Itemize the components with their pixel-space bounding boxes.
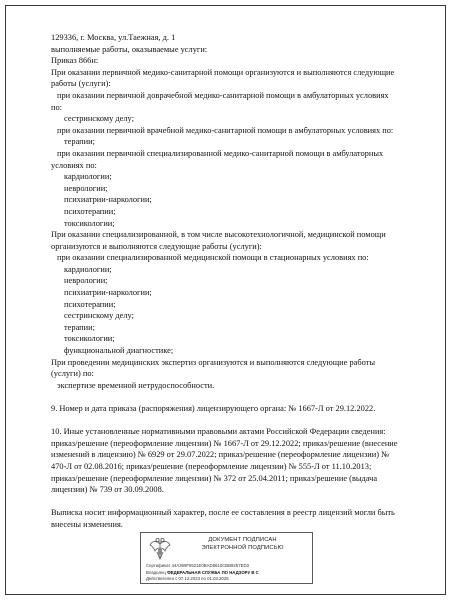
document-line: (услуги) по: (51, 369, 94, 379)
document-line: Выписка носит информационный характер, после ее составления в реестр лицензий могли быть (51, 508, 395, 518)
owner-value: ФЕДЕРАЛЬНАЯ СЛУЖБА ПО НАДЗОРУ В С (167, 569, 259, 575)
document-line: психотерапии; (64, 299, 116, 309)
document-line: психиатрии-наркологии; (64, 288, 152, 298)
document-line: неврологии; (64, 276, 108, 286)
document-line: При оказании первичной медико-санитарной помощи организуются и выполняются следующие (51, 67, 395, 77)
document-line: психиатрии-наркологии; (64, 195, 152, 205)
certificate-label: Сертификат (146, 563, 171, 568)
document-line: токсикологии; (64, 334, 115, 344)
document-line: 10. Иные установленные нормативными правовыми актами Российской Федерации сведения: (51, 427, 386, 437)
document-line: при оказании специализированной медицинской помощи в стационарных условиях по: (57, 253, 369, 263)
stamp-title (175, 537, 310, 552)
document-line: кардиологии; (64, 172, 112, 182)
blank-line (51, 415, 427, 427)
electronic-signature-stamp (140, 532, 313, 584)
document-line: лицензии) № 739 от 30.09.2008. (51, 485, 164, 495)
certificate-value: 44A369F5521E0BAD8610CBB8257ED3 (171, 563, 249, 568)
document-line: При проведении медицинских экспертиз организуются и выполняются следующие работы (51, 357, 375, 367)
document-line: сестринскому делу; (64, 311, 134, 321)
document-line: приказ/решение (переоформление лицензии) № 1667-Л от 29.12.2022; приказ/решение (внесение (51, 438, 398, 448)
document-line: психотерапии; (64, 206, 116, 216)
stamp-owner-row (146, 570, 313, 577)
owner-label: Владелец (146, 569, 166, 575)
document-line: 129336, г. Москва, ул.Таежная, д. 1 (51, 33, 176, 42)
document-line: терапии; (64, 137, 95, 147)
document-line: Приказ 866н: (51, 56, 99, 66)
validity-value: с 07.12.2023 по 01.03.2025 (175, 576, 229, 582)
stamp-title-line-1: ДОКУМЕНТ ПОДПИСАН (208, 537, 277, 543)
document-line: приказ/решение (переоформление лицензии) № 372 от 25.04.2011; приказ/решение (выдача (51, 473, 378, 483)
document-line: изменений в лицензию) № 6929 от 29.07.2022; приказ/решение (переоформление лицензии) № (51, 450, 390, 460)
stamp-title-line-2: ЭЛЕКТРОННОЙ ПОДПИСЬЮ (201, 544, 284, 551)
coat-of-arms-icon (148, 536, 172, 562)
document-line: функциональной диагностике; (64, 346, 174, 356)
document-line: организуются и выполняются следующие работы (услуги): (51, 241, 262, 251)
stamp-validity-row (146, 576, 313, 583)
document-line: по: (51, 102, 62, 112)
document-line: внесены изменения. (51, 519, 123, 529)
document-line: неврологии; (64, 183, 108, 193)
stamp-certificate-row (146, 563, 313, 570)
document-line: выполняемые работы, оказываемые услуги: (51, 44, 208, 54)
document-line: сестринскому делу; (64, 114, 134, 124)
blank-line (51, 496, 427, 508)
document-line: токсикологии; (64, 218, 115, 228)
document-line: при оказании первичной врачебной медико-санитарной помощи в амбулаторных условиях по: (57, 125, 394, 135)
document-line: при оказании первичной доврачебной медико-санитарной помощи в амбулаторных условиях (57, 90, 389, 100)
document-line: экспертизе временной нетрудоспособности. (57, 380, 215, 390)
document-line: при оказании первичной специализированной медико-санитарной помощи в амбулаторных (57, 148, 384, 158)
document-line: терапии; (64, 322, 95, 332)
document-line: условиях по: (51, 160, 97, 170)
blank-line (51, 391, 427, 403)
validity-label: Действителен (146, 576, 174, 582)
document-line: кардиологии; (64, 264, 112, 274)
document-line: 470-Л от 02.08.2016; приказ/решение (переоформление лицензии) № 555-Л от 11.10.2013; (51, 461, 372, 471)
stamp-details (146, 563, 313, 583)
document-line: работы (услуги): (51, 79, 111, 89)
document-line: 9. Номер и дата приказа (распоряжения) лицензирующего органа: № 1667-Л от 29.12.2022. (51, 404, 376, 413)
license-extract-text (51, 32, 427, 531)
document-line: При оказании специализированной, в том числе высокотехнологичной, медицинской помощи (51, 230, 386, 240)
